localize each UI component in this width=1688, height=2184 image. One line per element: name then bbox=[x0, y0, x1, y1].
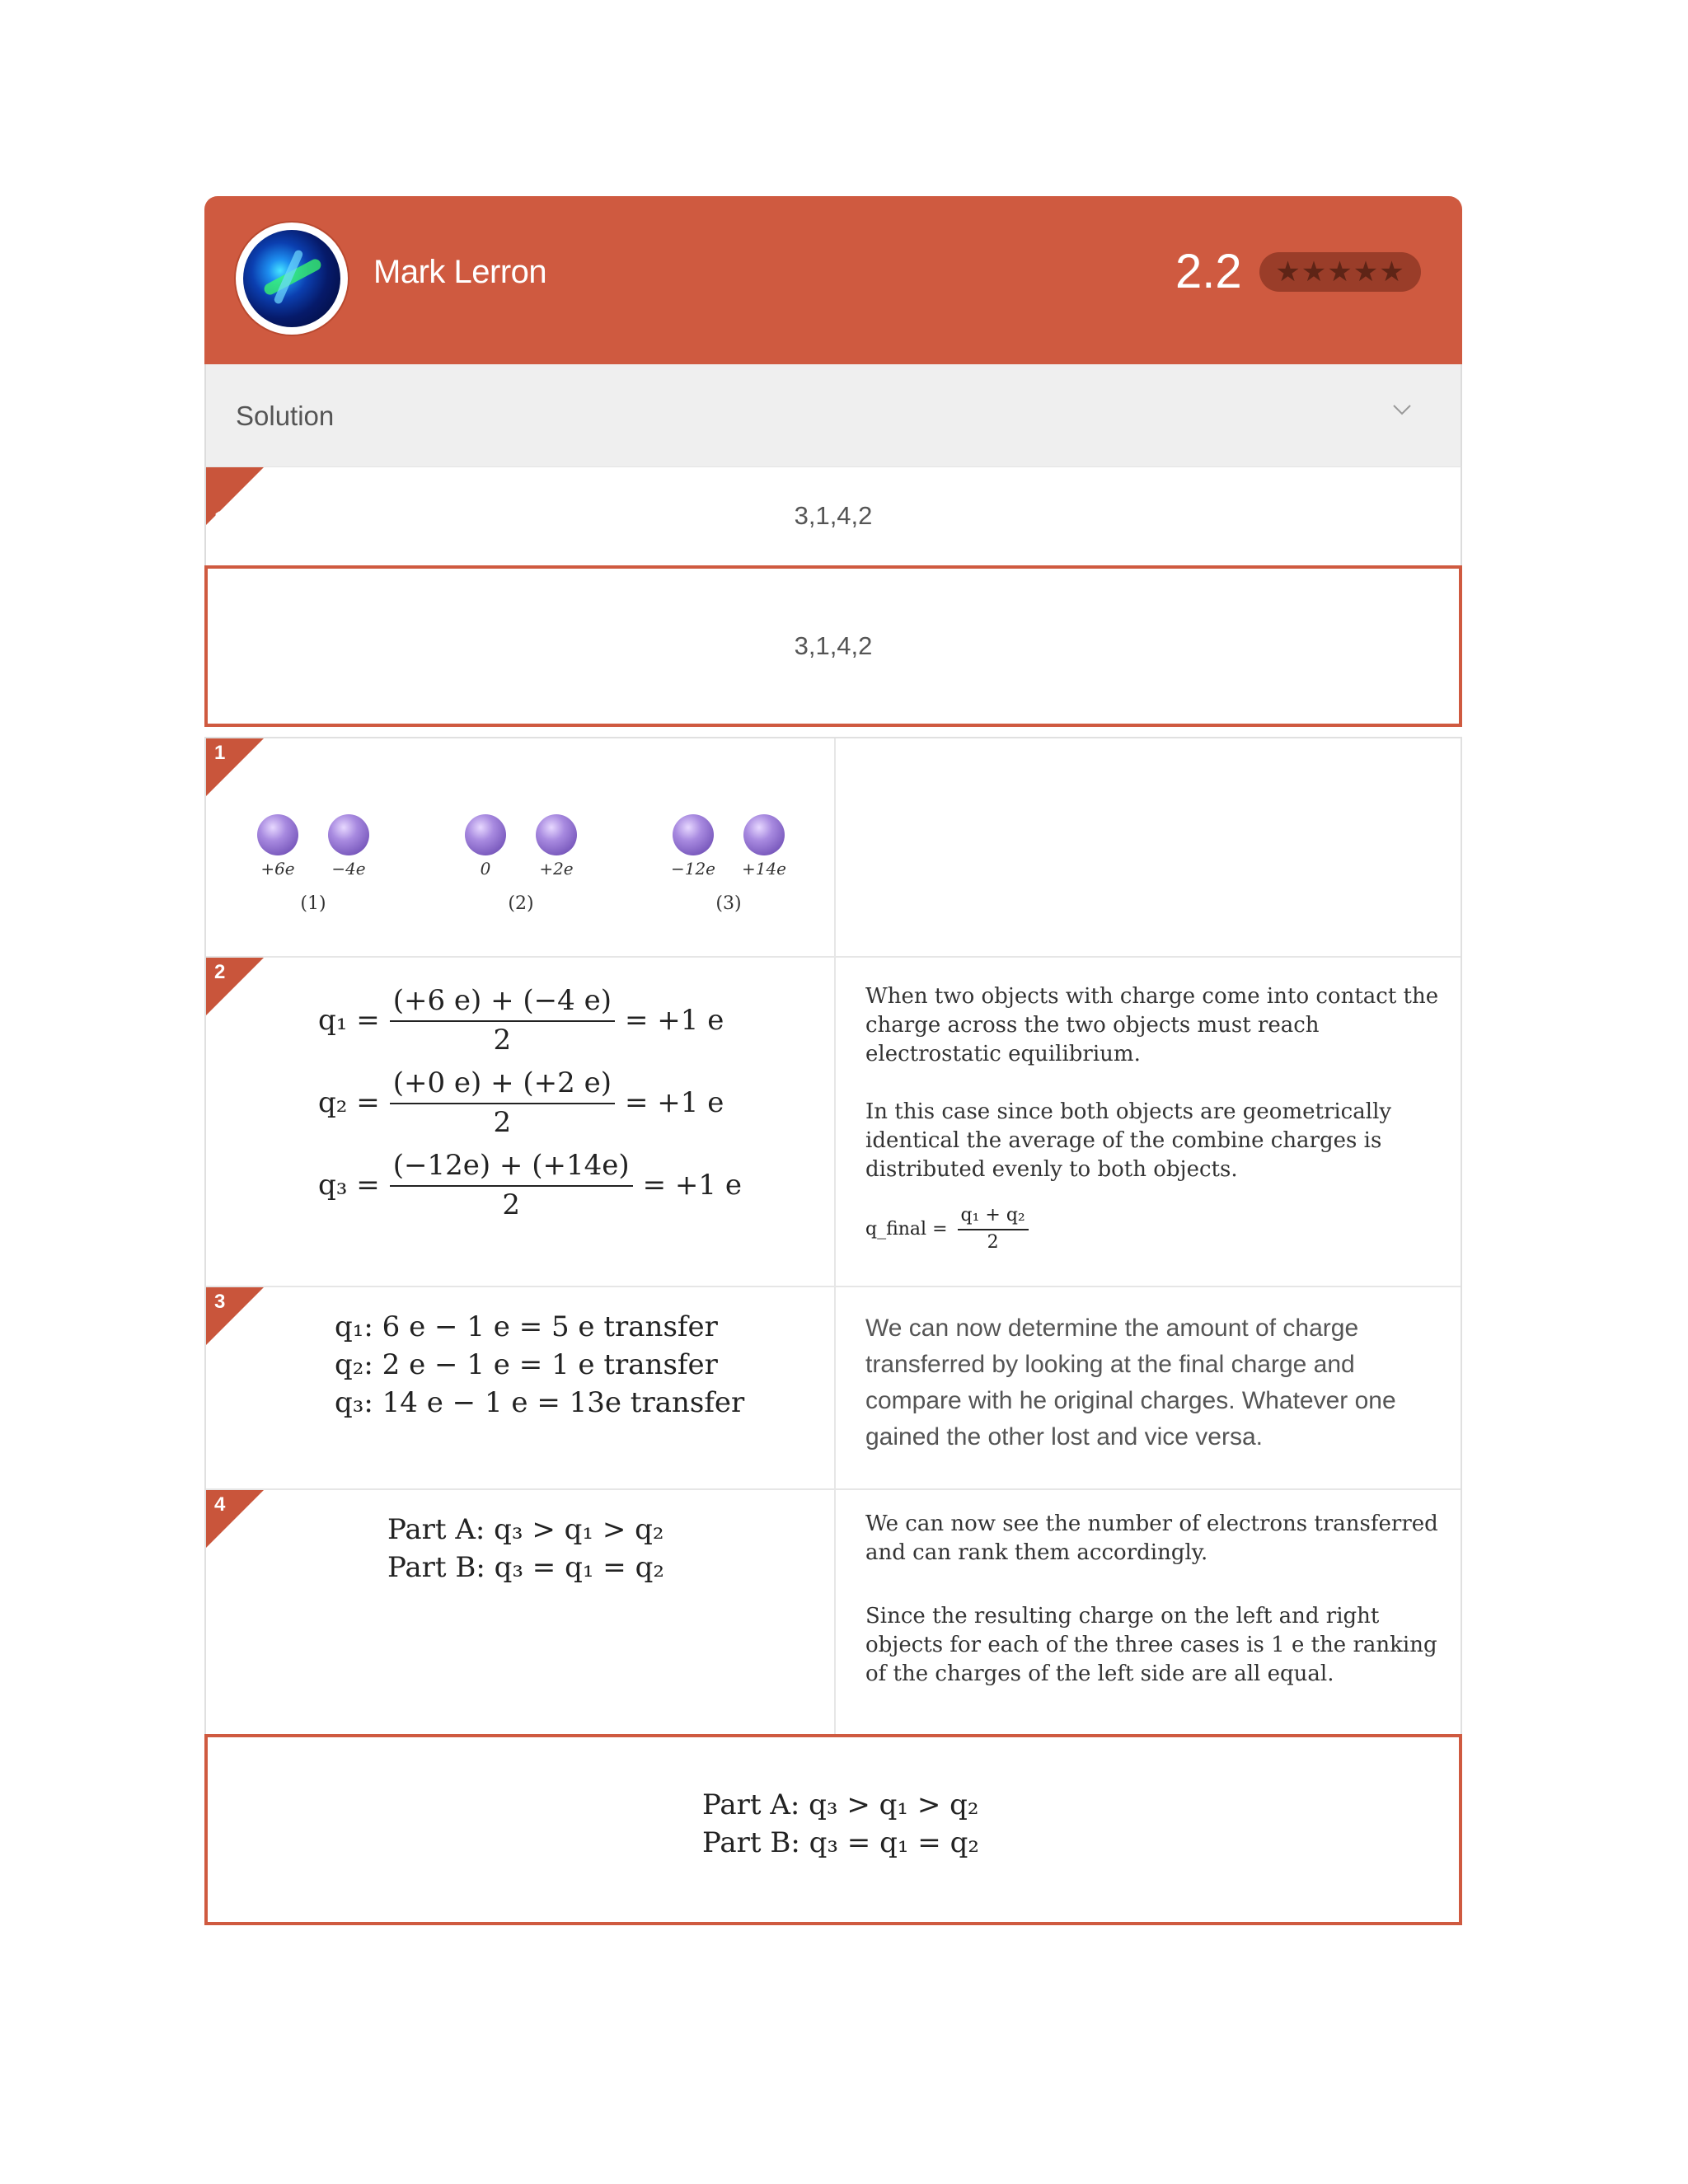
charge-sphere bbox=[673, 814, 714, 855]
step-4-explanation bbox=[836, 1490, 1461, 1734]
equation-numerator: (+6 e) + (−4 e) bbox=[390, 984, 615, 1022]
equation-rhs: = +1 e bbox=[642, 1169, 742, 1202]
charge-sphere bbox=[257, 814, 298, 855]
group-label: (1) bbox=[300, 893, 326, 914]
step-1-explanation bbox=[836, 738, 1461, 956]
answer-box bbox=[204, 565, 1462, 727]
equation-q2 bbox=[318, 1066, 724, 1139]
formula-lhs: q_final = bbox=[865, 1218, 948, 1240]
solution-card bbox=[204, 196, 1462, 1925]
answer-box-text: 3,1,4,2 bbox=[794, 631, 873, 660]
formula-numerator: q₁ + q₂ bbox=[958, 1205, 1029, 1230]
charge-sphere bbox=[328, 814, 369, 855]
step-3-work bbox=[206, 1287, 836, 1488]
answer-preview-text: 3,1,4,2 bbox=[794, 501, 873, 530]
equation-lhs: q₂ = bbox=[318, 1086, 380, 1119]
final-answer-box bbox=[204, 1734, 1462, 1925]
steps-table bbox=[204, 737, 1462, 1736]
charge-sphere bbox=[743, 814, 785, 855]
group-label: (2) bbox=[508, 893, 534, 914]
final-answer-line: Part A: q₃ > q₁ > q₂ bbox=[702, 1788, 979, 1821]
equation-q3 bbox=[318, 1149, 742, 1221]
charge-sphere bbox=[536, 814, 577, 855]
transfer-line: q₂: 2 e − 1 e = 1 e transfer bbox=[335, 1348, 718, 1381]
charge-label: −4e bbox=[331, 859, 366, 879]
step-1-work bbox=[206, 738, 836, 956]
step-2-work bbox=[206, 958, 836, 1286]
avatar-image bbox=[243, 230, 340, 327]
rating-value: 2.2 bbox=[1175, 245, 1242, 298]
equation-lhs: q₃ = bbox=[318, 1169, 380, 1202]
avatar[interactable] bbox=[236, 223, 348, 335]
equation-numerator: (−12e) + (+14e) bbox=[390, 1149, 633, 1187]
equation-numerator: (+0 e) + (+2 e) bbox=[390, 1066, 615, 1104]
solution-label: Solution bbox=[236, 401, 335, 431]
ranking-line: Part A: q₃ > q₁ > q₂ bbox=[387, 1513, 664, 1546]
step-2 bbox=[206, 956, 1461, 1286]
answer-preview bbox=[204, 466, 1462, 567]
transfer-line: q₁: 6 e − 1 e = 5 e transfer bbox=[335, 1310, 718, 1343]
explanation-text: Since the resulting charge on the left and right objects for each of the three cases is 1 e the ranking of the charges of the left side are all equal. bbox=[865, 1604, 1437, 1686]
charge-label: 0 bbox=[480, 859, 491, 879]
step-4 bbox=[206, 1488, 1461, 1734]
charge-label: +2e bbox=[539, 859, 574, 879]
step-flag-number: 3 bbox=[214, 1291, 226, 1313]
explanation-text: In this case since both objects are geometrically identical the average of the combine charges is distributed evenly to both objects. bbox=[865, 1099, 1392, 1182]
charge-label: −12e bbox=[670, 859, 716, 879]
step-2-explanation bbox=[836, 958, 1461, 1286]
charge-label: +14e bbox=[741, 859, 787, 879]
step-3 bbox=[206, 1286, 1461, 1488]
solution-dropdown[interactable] bbox=[204, 364, 1462, 466]
expert-header bbox=[204, 196, 1462, 364]
explanation-text: When two objects with charge come into contact the charge across the two objects must reach electrostatic equilibrium. bbox=[865, 984, 1439, 1066]
step-flag-number: 1 bbox=[214, 742, 226, 764]
equation-denominator: 2 bbox=[493, 1106, 512, 1139]
chevron-down-icon[interactable] bbox=[1391, 399, 1413, 420]
step-flag-number: 2 bbox=[214, 961, 226, 983]
charge-label: +6e bbox=[260, 859, 295, 879]
equation-lhs: q₁ = bbox=[318, 1004, 380, 1037]
star-icons: ★★★★★ bbox=[1275, 256, 1405, 288]
equation-denominator: 2 bbox=[493, 1024, 512, 1057]
star-rating[interactable] bbox=[1259, 252, 1421, 292]
formula-denominator: 2 bbox=[987, 1232, 999, 1253]
equation-rhs: = +1 e bbox=[624, 1004, 724, 1037]
explanation-text: We can now see the number of electrons transferred and can rank them accordingly. bbox=[865, 1511, 1438, 1565]
final-answer-line: Part B: q₃ = q₁ = q₂ bbox=[702, 1826, 979, 1859]
step-flag-number: 1 bbox=[214, 508, 226, 530]
expert-name[interactable]: Mark Lerron bbox=[373, 254, 547, 290]
step-3-explanation bbox=[836, 1287, 1461, 1488]
charge-sphere bbox=[465, 814, 506, 855]
equation-q1 bbox=[318, 984, 724, 1057]
step-1 bbox=[206, 738, 1461, 956]
group-label: (3) bbox=[715, 893, 742, 914]
ranking-line: Part B: q₃ = q₁ = q₂ bbox=[387, 1551, 664, 1584]
explanation-text: We can now determine the amount of charge transferred by looking at the final charge and compare with he original charges. Whatever one gained the other lost and vice versa. bbox=[865, 1315, 1396, 1451]
formula-q-final bbox=[865, 1205, 1039, 1253]
step-flag-number: 4 bbox=[214, 1493, 226, 1516]
transfer-line: q₃: 14 e − 1 e = 13e transfer bbox=[335, 1386, 745, 1419]
equation-rhs: = +1 e bbox=[624, 1086, 724, 1119]
equation-denominator: 2 bbox=[502, 1188, 520, 1221]
step-4-work bbox=[206, 1490, 836, 1734]
